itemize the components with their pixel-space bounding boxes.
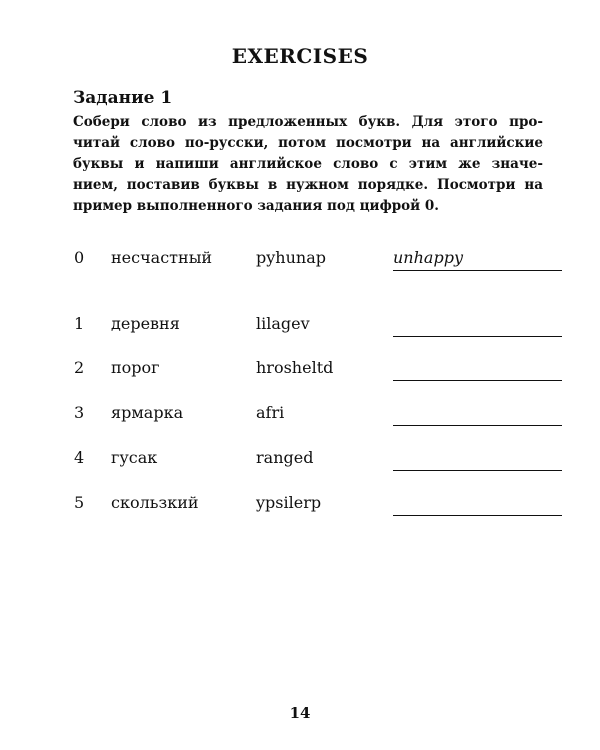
- scrambled-letters: hrosheltd: [256, 358, 334, 377]
- russian-word: ярмарка: [111, 403, 184, 422]
- row-number: 1: [74, 314, 85, 333]
- russian-word: несчастный: [111, 248, 213, 267]
- answer-field[interactable]: [393, 448, 562, 471]
- instruction-line: пример выполненного задания под цифрой 0.: [73, 198, 439, 214]
- scrambled-letters: pyhunap: [256, 248, 326, 267]
- page-number: 14: [289, 704, 311, 722]
- russian-word: деревня: [111, 314, 180, 333]
- row-number: 4: [74, 448, 85, 467]
- answer-field[interactable]: [393, 403, 562, 426]
- exercise-row-5: [0, 493, 600, 519]
- answer-field[interactable]: [393, 493, 562, 516]
- instruction-line: читай слово по-русски, потом посмотри на английские: [73, 135, 543, 151]
- answer-field[interactable]: unhappy: [393, 248, 562, 271]
- russian-word: скользкий: [111, 493, 199, 512]
- answer-field[interactable]: [393, 358, 562, 381]
- exercise-row-4: [0, 448, 600, 474]
- exercise-row-2: [0, 358, 600, 384]
- row-number: 5: [74, 493, 85, 512]
- russian-word: порог: [111, 358, 160, 377]
- row-number: 2: [74, 358, 85, 377]
- instruction-line: буквы и напиши английское слово с этим же значе-: [73, 156, 543, 172]
- task-heading: Задание 1: [73, 88, 173, 108]
- exercise-row-1: [0, 314, 600, 340]
- row-number: 3: [74, 403, 85, 422]
- task-instructions: [73, 112, 543, 217]
- exercise-row-0: [0, 248, 600, 274]
- scrambled-letters: ypsilerp: [256, 493, 322, 512]
- instruction-line: нием, поставив буквы в нужном порядке. Посмотри на: [73, 177, 543, 193]
- exercise-row-3: [0, 403, 600, 429]
- scrambled-letters: ranged: [256, 448, 314, 467]
- scrambled-letters: lilagev: [256, 314, 310, 333]
- instruction-line: Собери слово из предложенных букв. Для этого про-: [73, 114, 543, 130]
- page-title: EXERCISES: [231, 44, 369, 68]
- row-number: 0: [74, 248, 85, 267]
- answer-field[interactable]: [393, 314, 562, 337]
- russian-word: гусак: [111, 448, 158, 467]
- scrambled-letters: afri: [256, 403, 285, 422]
